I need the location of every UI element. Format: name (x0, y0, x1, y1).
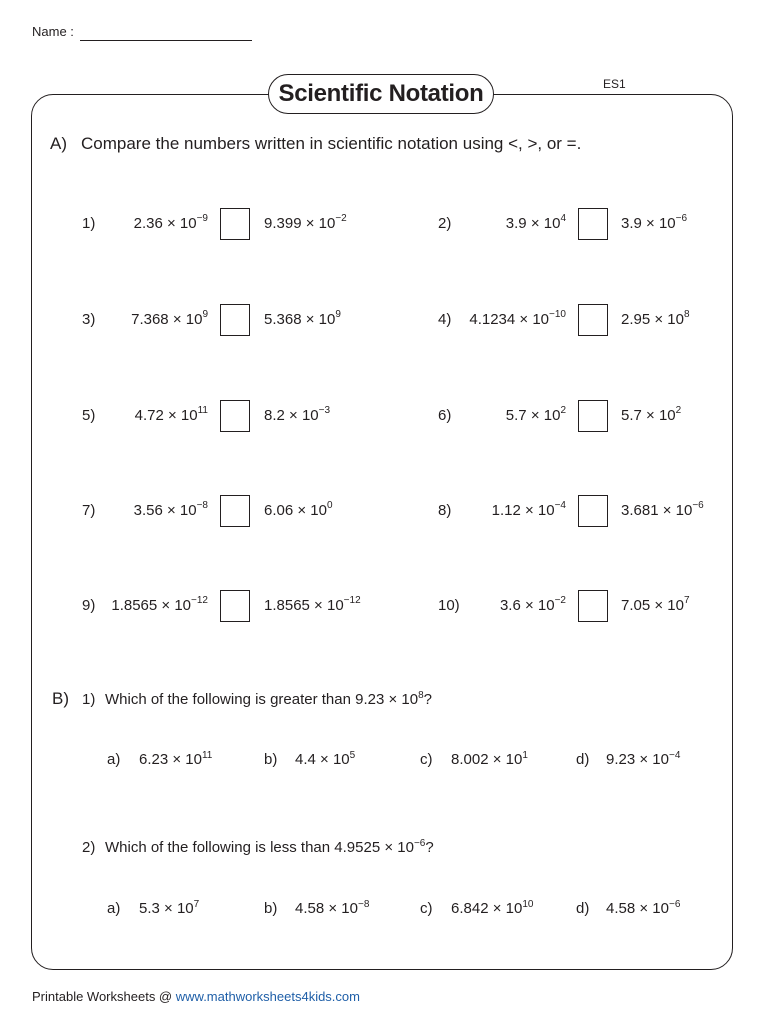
question-number: 2) (438, 215, 452, 232)
scientific-number: $3.9 \times 10^4$ (505, 213, 566, 232)
option-value[interactable] (451, 751, 528, 768)
option-letter: b) (264, 751, 278, 768)
option-value[interactable] (295, 900, 369, 917)
right-number (264, 597, 361, 614)
question-number: 4) (438, 311, 452, 328)
scientific-number: $6.06 \times 10^0$ (264, 500, 333, 519)
scientific-number: $3.9 \times 10^{-6}$ (621, 213, 688, 232)
right-number (621, 311, 690, 328)
footer-link[interactable]: www.mathworksheets4kids.com (175, 989, 360, 1004)
scientific-number: $8.2 \times 10^{-3}$ (264, 405, 331, 424)
question-number: 9) (82, 597, 96, 614)
comparison-answer-box[interactable] (578, 590, 608, 622)
scientific-number: $1.8565 \times 10^{-12}$ (264, 595, 361, 614)
option-value[interactable] (139, 900, 199, 917)
title-text: Scientific Notation (278, 80, 484, 107)
name-label: Name : (32, 24, 74, 39)
question-text: Which of the following is greater than $9.23 \times 10^8$? (105, 690, 433, 708)
option-letter: c) (420, 751, 433, 768)
question-number: 8) (438, 502, 452, 519)
comparison-answer-box[interactable] (220, 590, 250, 622)
option-letter: d) (576, 751, 590, 768)
worksheet-title (268, 74, 494, 114)
question-number: 3) (82, 311, 96, 328)
option-letter: a) (107, 751, 121, 768)
scientific-number: $6.23 \times 10^{11}$ (139, 750, 213, 768)
scientific-number: $1.8565 \times 10^{-12}$ (111, 595, 208, 614)
footer-text: Printable Worksheets @ (32, 989, 176, 1004)
left-number (135, 407, 208, 424)
comparison-answer-box[interactable] (220, 208, 250, 240)
right-number (264, 311, 341, 328)
scientific-number: $5.3 \times 10^7$ (139, 899, 200, 917)
question-number: 2) (82, 839, 96, 856)
comparison-answer-box[interactable] (220, 495, 250, 527)
comparison-answer-box[interactable] (578, 304, 608, 336)
left-number (134, 502, 208, 519)
scientific-number: $7.05 \times 10^7$ (621, 595, 690, 614)
option-value[interactable] (451, 900, 533, 917)
left-number (469, 311, 566, 328)
worksheet-code: ES1 (603, 77, 626, 91)
scientific-number: $4.4 \times 10^5$ (295, 750, 356, 768)
right-number (621, 597, 690, 614)
scientific-number: $2.36 \times 10^{-9}$ (133, 213, 208, 232)
option-letter: d) (576, 900, 590, 917)
option-value[interactable] (139, 751, 212, 768)
question-number: 1) (82, 215, 96, 232)
option-value[interactable] (606, 900, 680, 917)
question-text: Which of the following is less than $4.9525 \times 10^{-6}$? (105, 838, 434, 856)
right-number (621, 502, 704, 519)
left-number (492, 502, 566, 519)
right-number (264, 502, 333, 519)
question-number: 10) (438, 597, 460, 614)
multiple-choice-question (82, 839, 434, 856)
scientific-number: $5.368 \times 10^9$ (264, 309, 341, 328)
comparison-answer-box[interactable] (220, 400, 250, 432)
option-value[interactable] (606, 751, 680, 768)
multiple-choice-question (82, 691, 432, 708)
scientific-number: $3.681 \times 10^{-6}$ (621, 500, 704, 519)
scientific-number: $2.95 \times 10^8$ (621, 309, 690, 328)
scientific-number: $4.1234 \times 10^{-10}$ (469, 309, 566, 328)
scientific-number: $7.368 \times 10^9$ (131, 309, 208, 328)
option-letter: b) (264, 900, 278, 917)
section-b-letter: B) (52, 689, 69, 708)
comparison-answer-box[interactable] (578, 400, 608, 432)
option-value[interactable] (295, 751, 355, 768)
left-number (131, 311, 208, 328)
scientific-number: $9.23 \times 10^{-4}$ (606, 750, 681, 768)
left-number (500, 597, 566, 614)
right-number (621, 407, 681, 424)
left-number (111, 597, 208, 614)
question-number: 6) (438, 407, 452, 424)
comparison-answer-box[interactable] (220, 304, 250, 336)
right-number (621, 215, 687, 232)
option-letter: a) (107, 900, 121, 917)
option-letter: c) (420, 900, 433, 917)
scientific-number: $9.399 \times 10^{-2}$ (264, 213, 347, 232)
scientific-number: $4.58 \times 10^{-6}$ (606, 899, 681, 917)
left-number (134, 215, 208, 232)
left-number (506, 215, 566, 232)
question-number: 5) (82, 407, 96, 424)
right-number (264, 215, 347, 232)
scientific-number: $8.002 \times 10^1$ (451, 750, 528, 768)
comparison-answer-box[interactable] (578, 495, 608, 527)
scientific-number: $6.842 \times 10^{10}$ (451, 899, 534, 917)
scientific-number: $4.72 \times 10^{11}$ (134, 405, 208, 424)
question-number: 1) (82, 691, 96, 708)
comparison-answer-box[interactable] (578, 208, 608, 240)
scientific-number: $3.56 \times 10^{-8}$ (133, 500, 208, 519)
scientific-number: $3.6 \times 10^{-2}$ (499, 595, 566, 614)
section-a-instruction: Compare the numbers written in scientific notation using <, >, or =. (81, 134, 582, 153)
footer (32, 989, 360, 1004)
question-number: 7) (82, 502, 96, 519)
section-a-letter: A) (50, 134, 67, 153)
scientific-number: $5.7 \times 10^2$ (505, 405, 566, 424)
right-number (264, 407, 330, 424)
scientific-number: $1.12 \times 10^{-4}$ (491, 500, 566, 519)
name-blank-line (80, 40, 252, 41)
scientific-number: $5.7 \times 10^2$ (621, 405, 682, 424)
scientific-number: $4.58 \times 10^{-8}$ (295, 899, 370, 917)
left-number (506, 407, 566, 424)
